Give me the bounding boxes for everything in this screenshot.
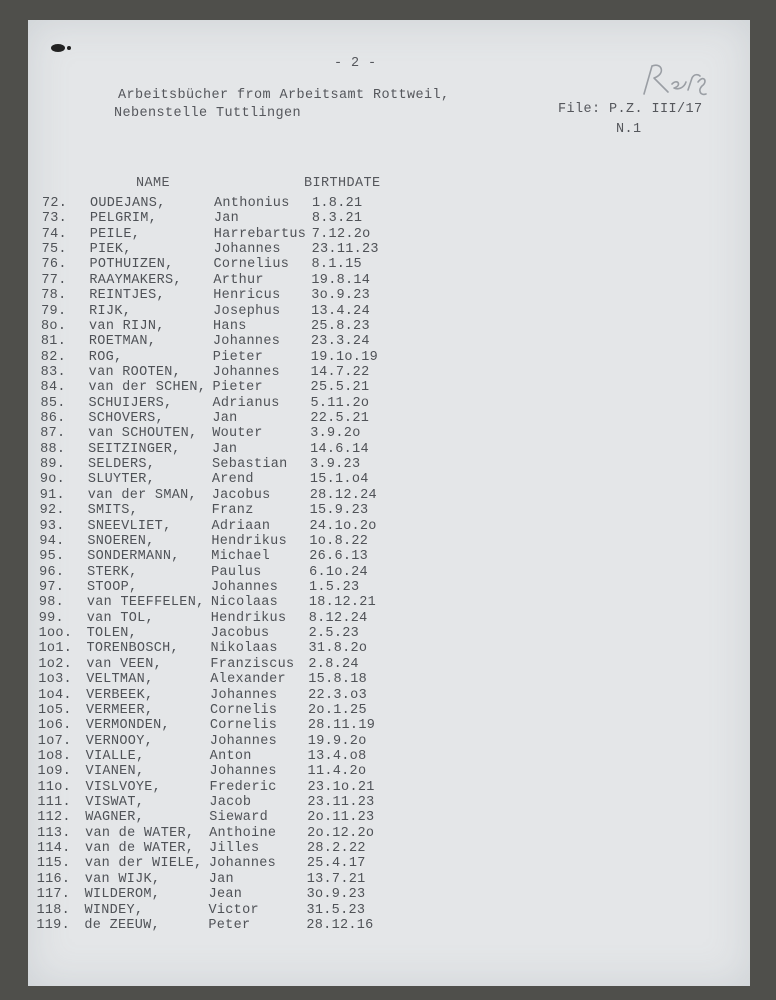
entry-given-name: Adrianus <box>212 395 280 411</box>
list-item <box>38 734 458 750</box>
entry-number: 116. <box>36 871 71 887</box>
entry-surname: ROETMAN, <box>88 334 157 350</box>
entry-number: 79. <box>41 303 67 319</box>
entry-given-name: Paulus <box>211 564 262 580</box>
list-item <box>41 380 461 396</box>
entry-given-name: Anton <box>209 748 252 764</box>
entry-birthdate: 18.12.21 <box>308 595 377 611</box>
entry-given-name: Anthonius <box>214 196 290 211</box>
entry-number: 81. <box>40 334 67 350</box>
entry-number: 95. <box>39 549 65 565</box>
entry-birthdate: 28.11.19 <box>307 718 376 734</box>
entry-surname: van der WIELE, <box>84 856 203 872</box>
list-item <box>40 472 460 488</box>
entry-given-name: Harrebartus <box>213 226 307 242</box>
entry-surname: ROG, <box>88 349 123 365</box>
list-item <box>42 196 462 212</box>
list-item <box>37 810 457 826</box>
entry-birthdate: 28.12.16 <box>306 917 374 933</box>
entry-given-name: Josephus <box>213 303 281 319</box>
list-item <box>41 273 461 289</box>
entry-birthdate: 8.12.24 <box>308 610 368 626</box>
entry-number: 98. <box>38 595 65 611</box>
list-item <box>41 288 461 304</box>
entry-surname: OUDEJANS, <box>90 196 166 211</box>
entry-number: 1o4. <box>38 687 72 703</box>
entry-number: 1o1. <box>38 641 73 657</box>
entry-birthdate: 15.1.o4 <box>309 472 369 488</box>
list-item <box>37 887 457 903</box>
entry-given-name: Jan <box>213 211 240 227</box>
entry-surname: SLUYTER, <box>87 472 156 488</box>
entry-birthdate: 3.9.2o <box>310 426 361 442</box>
entry-number: 74. <box>41 226 67 242</box>
entry-birthdate: 19.9.2o <box>307 733 367 749</box>
list-item <box>41 365 461 381</box>
entry-given-name: Johannes <box>209 733 278 749</box>
entry-surname: de ZEEUW, <box>84 917 160 933</box>
entry-surname: PELGRIM, <box>89 211 158 227</box>
entry-birthdate: 15.9.23 <box>309 503 369 519</box>
list-item <box>37 856 457 872</box>
list-item <box>41 350 461 366</box>
entry-number: 87. <box>40 426 66 442</box>
entry-given-name: Hans <box>213 318 247 334</box>
list-item <box>41 319 461 335</box>
list-item <box>40 442 460 458</box>
entry-birthdate: 13.7.21 <box>306 871 366 887</box>
entry-given-name: Adriaan <box>211 518 271 534</box>
list-item <box>37 826 457 842</box>
entry-surname: van SCHOUTEN, <box>88 426 198 442</box>
entry-surname: van WIJK, <box>84 871 161 887</box>
entry-given-name: Sieward <box>209 810 268 826</box>
entry-number: 11o. <box>37 779 72 795</box>
list-item <box>41 334 461 350</box>
entry-number: 9o. <box>39 472 66 488</box>
list-item <box>40 488 460 504</box>
entry-number: 114. <box>36 841 71 857</box>
entry-surname: VELTMAN, <box>86 672 154 688</box>
entry-birthdate: 1.8.21 <box>312 196 363 211</box>
entry-number: 83. <box>40 364 66 380</box>
entry-surname: van TOL, <box>86 610 154 626</box>
list-item <box>37 841 457 857</box>
entry-surname: van VEEN, <box>86 656 163 672</box>
entry-number: 82. <box>40 349 67 365</box>
entry-given-name: Hendrikus <box>210 610 287 626</box>
entry-surname: TORENBOSCH, <box>86 641 179 657</box>
entry-birthdate: 13.4.o8 <box>307 748 367 764</box>
entry-number: 119. <box>36 917 70 933</box>
entry-surname: van TEEFFELEN, <box>86 595 205 611</box>
entry-given-name: Jacobus <box>210 626 270 642</box>
entry-birthdate: 13.4.24 <box>311 303 370 319</box>
entry-birthdate: 19.8.14 <box>311 272 371 288</box>
list-item <box>39 580 459 596</box>
entry-given-name: Wouter <box>212 426 263 442</box>
entry-given-name: Henricus <box>213 288 281 304</box>
entry-given-name: Arend <box>211 472 254 488</box>
list-item <box>38 657 458 673</box>
entry-surname: VERBEEK, <box>86 687 154 703</box>
entry-given-name: Frederic <box>209 779 277 795</box>
entry-number: 97. <box>39 580 65 595</box>
entry-birthdate: 2o.1.25 <box>308 702 367 718</box>
entry-number: 86. <box>40 411 66 427</box>
list-item <box>38 672 458 688</box>
entry-given-name: Johannes <box>213 242 281 258</box>
entry-number: 1o5. <box>38 702 72 718</box>
list-item <box>39 611 459 627</box>
entry-birthdate: 23.11.23 <box>307 795 375 811</box>
entry-surname: REINTJES, <box>89 288 165 304</box>
entry-number: 96. <box>39 564 65 580</box>
entry-surname: van de WATER, <box>85 825 195 841</box>
entry-given-name: Nicolaas <box>210 595 279 611</box>
entry-surname: SCHUIJERS, <box>88 395 173 411</box>
entry-birthdate: 2.5.23 <box>308 626 360 642</box>
list-item <box>36 903 456 919</box>
entry-birthdate: 5.11.2o <box>310 395 370 411</box>
entry-birthdate: 1o.8.22 <box>309 533 369 549</box>
entry-given-name: Pieter <box>212 349 264 365</box>
entry-number: 78. <box>41 288 67 304</box>
entry-surname: VERMONDEN, <box>85 718 170 734</box>
entry-birthdate: 23.1o.21 <box>307 779 375 795</box>
entry-birthdate: 2o.11.23 <box>307 810 375 826</box>
entry-surname: van der SMAN, <box>87 487 197 503</box>
entry-given-name: Cornelis <box>209 718 278 734</box>
list-item <box>40 426 460 442</box>
entry-birthdate: 6.1o.24 <box>309 564 368 580</box>
punch-hole-mark <box>50 42 72 54</box>
list-item <box>38 764 458 780</box>
entry-given-name: Johannes <box>208 856 277 872</box>
entry-given-name: Franz <box>211 503 254 519</box>
file-subnumber: N.1 <box>616 122 642 137</box>
entry-birthdate: 31.8.2o <box>308 641 368 657</box>
list-item <box>38 749 458 765</box>
entry-surname: PIEK, <box>89 242 132 258</box>
entry-given-name: Johannes <box>212 334 281 350</box>
entry-given-name: Jilles <box>208 841 260 857</box>
entry-given-name: Johannes <box>211 580 279 595</box>
entry-surname: STOOP, <box>87 580 138 595</box>
entry-surname: VIALLE, <box>85 748 145 764</box>
list-item <box>38 718 458 734</box>
file-reference: File: P.Z. III/17 <box>558 102 703 117</box>
entry-surname: PEILE, <box>89 226 141 242</box>
list-item <box>41 304 461 320</box>
entry-birthdate: 28.12.24 <box>309 487 377 503</box>
list-item <box>37 780 457 796</box>
column-header-name: NAME <box>136 176 171 191</box>
entry-number: 115. <box>36 856 71 872</box>
entry-number: 117. <box>36 887 71 903</box>
entry-surname: SMITS, <box>87 503 139 519</box>
entry-birthdate: 2o.12.2o <box>307 825 375 841</box>
entry-given-name: Johannes <box>212 364 280 380</box>
entry-surname: RAAYMAKERS, <box>89 272 182 288</box>
entry-birthdate: 8.3.21 <box>311 211 363 227</box>
column-header-birthdate: BIRTHDATE <box>304 176 381 191</box>
entry-number: 113. <box>37 825 71 841</box>
entry-number: 88. <box>40 441 66 457</box>
entry-given-name: Jacobus <box>211 487 271 503</box>
entry-number: 1o7. <box>37 733 72 749</box>
entry-surname: SNEEVLIET, <box>87 518 172 534</box>
entry-number: 85. <box>40 395 66 411</box>
entry-birthdate: 26.6.13 <box>309 549 369 565</box>
list-item <box>36 918 456 934</box>
list-item <box>40 503 460 519</box>
entry-given-name: Victor <box>208 902 259 918</box>
list-item <box>40 411 460 427</box>
entry-birthdate: 24.1o.2o <box>309 518 377 534</box>
list-item <box>37 872 457 888</box>
entry-birthdate: 25.5.21 <box>310 380 370 396</box>
entry-given-name: Nikolaas <box>210 641 278 657</box>
entry-surname: SONDERMANN, <box>87 549 180 565</box>
entry-birthdate: 14.7.22 <box>310 364 370 380</box>
entry-surname: van de WATER, <box>84 841 195 857</box>
entry-number: 118. <box>36 902 71 918</box>
list-item <box>39 549 459 565</box>
entry-birthdate: 1.5.23 <box>309 580 360 595</box>
entry-surname: POTHUIZEN, <box>89 257 174 273</box>
entry-birthdate: 7.12.2o <box>311 226 371 242</box>
list-item <box>42 257 462 273</box>
entry-number: 73. <box>41 211 68 227</box>
entry-number: 8o. <box>41 318 67 334</box>
entry-surname: SEITZINGER, <box>88 441 181 457</box>
entry-number: 1o6. <box>37 718 72 734</box>
entry-birthdate: 3o.9.23 <box>306 887 366 903</box>
entry-number: 94. <box>39 533 65 549</box>
entry-birthdate: 28.2.22 <box>306 841 366 857</box>
entry-surname: VISLVOYE, <box>85 779 162 795</box>
entry-given-name: Jan <box>212 411 238 427</box>
entry-surname: WAGNER, <box>85 810 144 826</box>
entry-surname: VERMEER, <box>86 702 154 718</box>
entry-birthdate: 19.1o.19 <box>310 349 379 365</box>
list-item <box>38 688 458 704</box>
entry-birthdate: 25.8.23 <box>311 318 370 334</box>
entry-surname: TOLEN, <box>86 626 138 642</box>
list-item <box>39 519 459 535</box>
entry-birthdate: 3.9.23 <box>309 457 361 473</box>
entry-given-name: Peter <box>208 917 251 933</box>
list-item <box>42 227 462 243</box>
entry-given-name: Anthoine <box>209 825 277 841</box>
entry-birthdate: 31.5.23 <box>306 902 366 918</box>
list-item <box>38 703 458 719</box>
entry-surname: van ROOTEN, <box>88 364 182 380</box>
entry-birthdate: 23.11.23 <box>311 242 379 258</box>
entry-given-name: Jan <box>212 441 238 457</box>
entry-number: 1oo. <box>38 626 73 642</box>
entry-birthdate: 11.4.2o <box>307 764 367 780</box>
entry-given-name: Michael <box>211 549 271 565</box>
entry-given-name: Sebastian <box>211 457 288 473</box>
entry-given-name: Pieter <box>212 380 263 396</box>
header-title: Arbeitsbücher from Arbeitsamt Rottweil, <box>118 88 450 103</box>
entry-number: 93. <box>39 518 65 534</box>
entry-number: 111. <box>37 795 71 811</box>
entry-given-name: Hendrikus <box>211 533 287 549</box>
list-item <box>39 641 459 657</box>
list-item <box>40 457 460 473</box>
entry-given-name: Jan <box>208 871 234 887</box>
entry-number: 1o2. <box>38 656 72 672</box>
entry-number: 75. <box>41 242 67 258</box>
list-item <box>39 534 459 550</box>
entry-number: 89. <box>39 457 66 473</box>
entry-number: 99. <box>38 610 64 626</box>
entry-given-name: Cornelius <box>213 257 290 273</box>
list-item <box>37 795 457 811</box>
entry-surname: SELDERS, <box>87 457 156 473</box>
entry-given-name: Franziscus <box>210 656 295 672</box>
entry-birthdate: 22.5.21 <box>310 411 370 427</box>
entry-surname: van der SCHEN, <box>88 380 207 396</box>
entry-surname: van RIJN, <box>89 318 165 334</box>
list-item <box>40 396 460 412</box>
entry-number: 77. <box>41 272 67 288</box>
entry-birthdate: 22.3.o3 <box>308 687 367 703</box>
entry-surname: SCHOVERS, <box>88 411 164 427</box>
entry-number: 92. <box>39 503 65 519</box>
entry-surname: SNOEREN, <box>87 533 155 549</box>
entry-surname: VIANEN, <box>85 764 145 780</box>
entry-number: 76. <box>41 257 67 273</box>
entry-birthdate: 2.8.24 <box>308 656 359 672</box>
header-subtitle: Nebenstelle Tuttlingen <box>114 106 302 121</box>
entry-surname: VISWAT, <box>85 795 145 811</box>
entry-surname: WILDEROM, <box>84 887 161 903</box>
entry-number: 112. <box>37 810 71 826</box>
entry-number: 72. <box>42 196 68 211</box>
entry-number: 1o8. <box>37 748 72 764</box>
entry-given-name: Cornelis <box>210 702 278 718</box>
entry-given-name: Jean <box>208 887 243 903</box>
entry-given-name: Jacob <box>209 795 252 811</box>
entry-birthdate: 14.6.14 <box>310 441 369 457</box>
entry-birthdate: 8.1.15 <box>311 257 362 273</box>
list-item <box>39 595 459 611</box>
entry-birthdate: 25.4.17 <box>306 856 366 872</box>
entry-given-name: Johannes <box>210 687 278 703</box>
document-page <box>28 20 750 986</box>
entry-number: 84. <box>40 380 66 396</box>
entry-surname: WINDEY, <box>84 902 144 918</box>
pencil-annotation <box>638 56 710 100</box>
list-item <box>39 565 459 581</box>
entry-number: 1o9. <box>37 764 72 780</box>
page-number: - 2 - <box>334 56 377 71</box>
entry-number: 91. <box>39 487 65 503</box>
entry-given-name: Alexander <box>210 672 286 688</box>
entry-surname: VERNOOY, <box>85 733 154 749</box>
entry-birthdate: 23.3.24 <box>310 334 370 350</box>
entry-given-name: Arthur <box>213 272 264 288</box>
list-item <box>39 626 459 642</box>
list-item <box>42 242 462 258</box>
entry-surname: RIJK, <box>89 303 132 319</box>
list-item <box>42 211 462 227</box>
entry-given-name: Johannes <box>209 764 277 780</box>
entry-birthdate: 15.8.18 <box>308 672 368 688</box>
entry-surname: STERK, <box>87 564 138 580</box>
entry-birthdate: 3o.9.23 <box>311 288 371 304</box>
entry-number: 1o3. <box>38 672 72 688</box>
